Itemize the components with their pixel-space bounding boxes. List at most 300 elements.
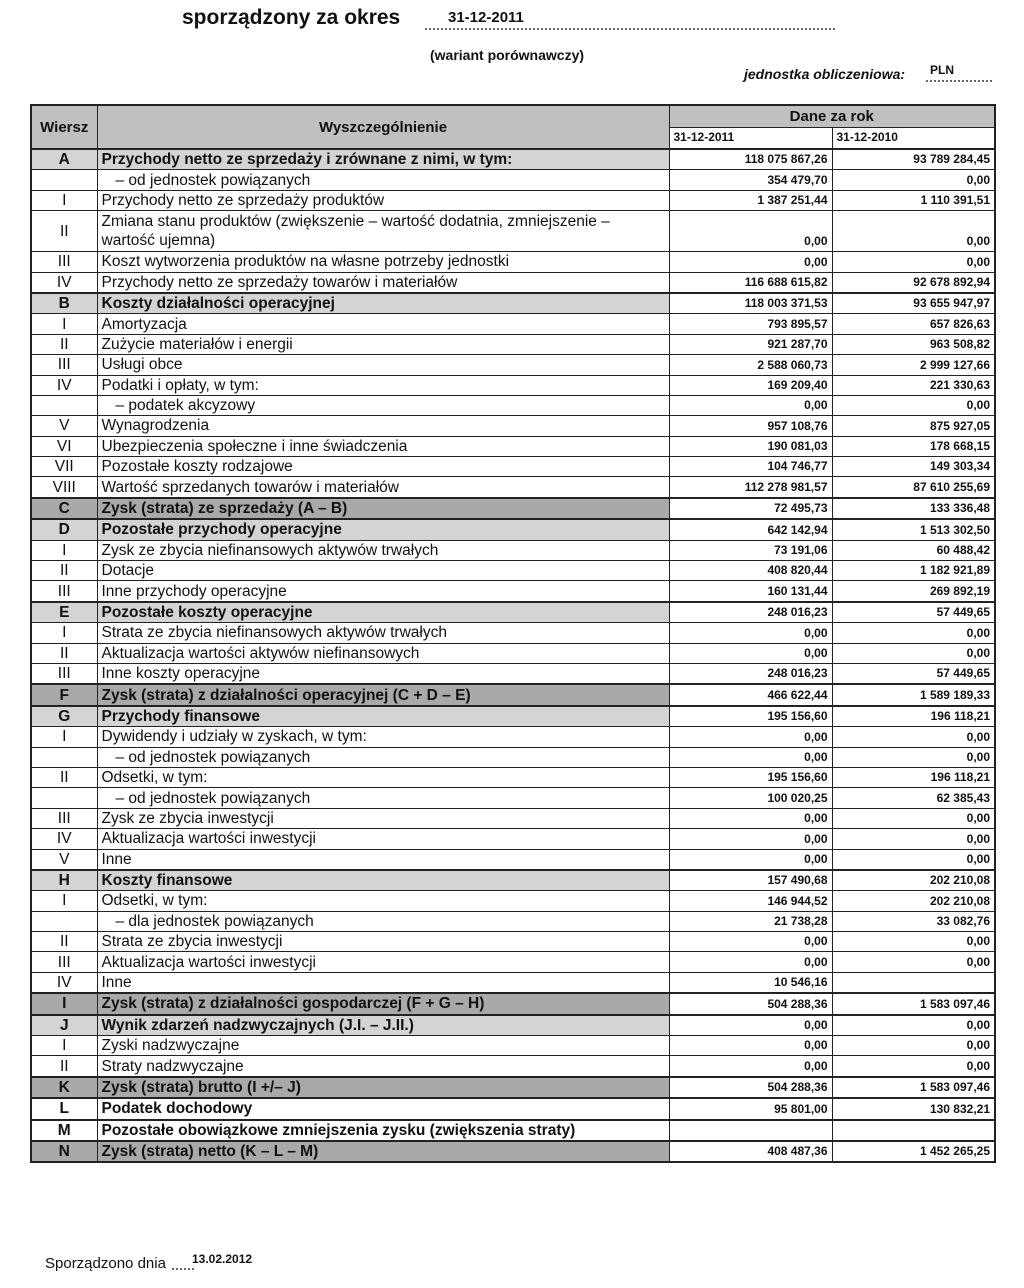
table-row	[31, 727, 995, 747]
row-description	[97, 211, 669, 252]
value-current-year: 248 016,23	[669, 663, 832, 684]
row-description-text: Zmiana stanu produktów (zwiększenie – wartość dodatnia, zmniejszenie – wartość ujemna)	[101, 213, 610, 250]
row-index: III	[31, 808, 97, 828]
row-index: M	[31, 1120, 97, 1141]
row-description-text: Pozostałe obowiązkowe zmniejszenia zysku (zwiększenia straty)	[101, 1121, 576, 1139]
value-current-year: 160 131,44	[669, 581, 832, 602]
column-header-year-previous: 31-12-2010	[832, 127, 995, 149]
row-description	[97, 395, 669, 415]
row-description-text: Zużycie materiałów i energii	[101, 335, 293, 353]
value-previous-year: 0,00	[832, 1036, 995, 1056]
value-previous-year: 963 508,82	[832, 334, 995, 354]
table-row	[31, 829, 995, 849]
value-previous-year: 149 303,34	[832, 457, 995, 477]
row-description-text: Aktualizacja wartości inwestycji	[101, 830, 316, 848]
row-index: III	[31, 952, 97, 972]
row-description-text: Koszt wytworzenia produktów na własne potrzeby jednostki	[101, 253, 510, 271]
row-description-text: Zysk ze zbycia inwestycji	[101, 809, 274, 827]
value-current-year: 0,00	[669, 1036, 832, 1056]
value-previous-year: 0,00	[832, 643, 995, 663]
value-current-year: 793 895,57	[669, 314, 832, 334]
value-current-year: 0,00	[669, 1015, 832, 1036]
row-index: V	[31, 416, 97, 436]
value-current-year: 2 588 060,73	[669, 355, 832, 375]
table-row	[31, 355, 995, 375]
row-index: A	[31, 149, 97, 170]
value-previous-year: 57 449,65	[832, 602, 995, 623]
table-row	[31, 211, 995, 252]
table-row	[31, 498, 995, 519]
row-description-text: Strata ze zbycia niefinansowych aktywów trwałych	[101, 624, 447, 642]
table-row	[31, 477, 995, 498]
row-description-text: Przychody netto ze sprzedaży produktów	[101, 191, 385, 209]
row-description	[97, 911, 669, 931]
row-index: L	[31, 1098, 97, 1119]
value-current-year: 10 546,16	[669, 972, 832, 993]
row-description-text: Inne koszty operacyjne	[101, 665, 261, 683]
table-row	[31, 457, 995, 477]
row-description-text: Amortyzacja	[101, 315, 187, 333]
value-previous-year: 1 182 921,89	[832, 561, 995, 581]
row-description-text: Aktualizacja wartości inwestycji	[101, 953, 316, 971]
row-description-text: Koszty działalności operacyjnej	[101, 295, 335, 313]
row-index: C	[31, 498, 97, 519]
value-current-year: 118 003 371,53	[669, 293, 832, 314]
row-index	[31, 747, 97, 767]
income-statement-table	[30, 104, 996, 1163]
value-current-year: 72 495,73	[669, 498, 832, 519]
value-previous-year: 93 789 284,45	[832, 149, 995, 170]
row-description-text: Wynagrodzenia	[101, 417, 210, 435]
prepared-on-dotted-line	[172, 1260, 194, 1270]
table-row	[31, 1098, 995, 1119]
row-description	[97, 190, 669, 210]
value-previous-year: 875 927,05	[832, 416, 995, 436]
value-current-year: 0,00	[669, 643, 832, 663]
row-description-text: Zysk (strata) z działalności gospodarczej (F + G – H)	[101, 995, 485, 1013]
row-description	[97, 149, 669, 170]
value-current-year: 466 622,44	[669, 684, 832, 705]
table-row	[31, 170, 995, 190]
table-row	[31, 314, 995, 334]
row-description-text: Usługi obce	[101, 356, 183, 374]
row-description-text: Strata ze zbycia inwestycji	[101, 933, 283, 951]
value-current-year: 354 479,70	[669, 170, 832, 190]
row-index: IV	[31, 272, 97, 293]
row-index: II	[31, 643, 97, 663]
row-index	[31, 911, 97, 931]
row-index: N	[31, 1141, 97, 1162]
row-description	[97, 334, 669, 354]
row-description-text: Koszty finansowe	[101, 872, 233, 890]
value-previous-year: 269 892,19	[832, 581, 995, 602]
row-description	[97, 849, 669, 870]
value-current-year: 21 738,28	[669, 911, 832, 931]
table-row	[31, 375, 995, 395]
row-description-text: Przychody netto ze sprzedaży towarów i materiałów	[101, 273, 458, 291]
column-header-data-for-year: Dane za rok	[669, 105, 995, 127]
value-current-year: 95 801,00	[669, 1098, 832, 1119]
value-current-year: 0,00	[669, 829, 832, 849]
row-description-text: Dotacje	[101, 562, 155, 580]
value-current-year: 0,00	[669, 623, 832, 643]
table-row	[31, 684, 995, 705]
value-previous-year: 87 610 255,69	[832, 477, 995, 498]
table-row	[31, 911, 995, 931]
row-description-text: Inne przychody operacyjne	[101, 582, 287, 600]
row-index: VII	[31, 457, 97, 477]
table-row	[31, 272, 995, 293]
row-index: III	[31, 663, 97, 684]
row-description	[97, 457, 669, 477]
row-description	[97, 1120, 669, 1141]
value-current-year: 195 156,60	[669, 767, 832, 787]
row-index: J	[31, 1015, 97, 1036]
row-index: H	[31, 870, 97, 891]
value-current-year: 0,00	[669, 849, 832, 870]
value-previous-year: 221 330,63	[832, 375, 995, 395]
row-description	[97, 623, 669, 643]
row-index: III	[31, 581, 97, 602]
value-current-year: 642 142,94	[669, 519, 832, 540]
row-description	[97, 252, 669, 272]
value-previous-year: 0,00	[832, 395, 995, 415]
value-current-year: 146 944,52	[669, 891, 832, 911]
table-row	[31, 663, 995, 684]
row-description	[97, 767, 669, 787]
table-row	[31, 808, 995, 828]
row-index: II	[31, 211, 97, 252]
table-row	[31, 932, 995, 952]
value-current-year: 112 278 981,57	[669, 477, 832, 498]
row-description-text: Odsetki, w tym:	[101, 769, 208, 787]
row-description-text: Inne	[101, 850, 132, 868]
column-header-row-number: Wiersz	[31, 105, 97, 149]
table-row	[31, 293, 995, 314]
table-row	[31, 788, 995, 808]
value-previous-year: 2 999 127,66	[832, 355, 995, 375]
value-previous-year: 0,00	[832, 211, 995, 252]
row-description-text: Zysk (strata) brutto (I +/– J)	[101, 1078, 301, 1096]
value-previous-year: 0,00	[832, 952, 995, 972]
unit-value: PLN	[930, 63, 954, 77]
value-current-year: 0,00	[669, 211, 832, 252]
row-index: III	[31, 355, 97, 375]
row-description-text: Pozostałe przychody operacyjne	[101, 521, 342, 539]
row-description	[97, 972, 669, 993]
row-index: I	[31, 190, 97, 210]
row-description-text: Wynik zdarzeń nadzwyczajnych (J.I. – J.II.)	[101, 1016, 414, 1034]
row-description-text: Aktualizacja wartości aktywów niefinansowych	[101, 644, 420, 662]
row-description	[97, 314, 669, 334]
value-current-year: 116 688 615,82	[669, 272, 832, 293]
row-index: VI	[31, 436, 97, 456]
value-previous-year: 0,00	[832, 623, 995, 643]
value-current-year: 408 487,36	[669, 1141, 832, 1162]
value-previous-year: 130 832,21	[832, 1098, 995, 1119]
table-row	[31, 1056, 995, 1077]
row-description-text: – podatek akcyzowy	[115, 397, 256, 415]
table-row	[31, 1015, 995, 1036]
table-header-row	[31, 105, 995, 127]
value-previous-year: 0,00	[832, 1015, 995, 1036]
row-description-text: Pozostałe koszty rodzajowe	[101, 458, 293, 476]
table-row	[31, 540, 995, 560]
value-previous-year: 1 513 302,50	[832, 519, 995, 540]
row-index: IV	[31, 375, 97, 395]
row-description	[97, 1077, 669, 1098]
row-description-text: Zysk ze zbycia niefinansowych aktywów trwałych	[101, 541, 439, 559]
page-title: sporządzony za okres	[182, 6, 401, 29]
row-description	[97, 747, 669, 767]
prepared-on-label: Sporządzono dnia	[45, 1255, 166, 1272]
value-previous-year: 196 118,21	[832, 706, 995, 727]
row-description-text: Zysk (strata) netto (K – L – M)	[101, 1143, 319, 1161]
value-current-year: 0,00	[669, 252, 832, 272]
table-row	[31, 870, 995, 891]
value-previous-year: 657 826,63	[832, 314, 995, 334]
row-description	[97, 170, 669, 190]
value-previous-year: 1 583 097,46	[832, 993, 995, 1014]
table-row	[31, 334, 995, 354]
row-index: I	[31, 1036, 97, 1056]
row-description	[97, 706, 669, 727]
value-current-year: 157 490,68	[669, 870, 832, 891]
row-index: B	[31, 293, 97, 314]
table-row	[31, 643, 995, 663]
value-current-year: 100 020,25	[669, 788, 832, 808]
table-row	[31, 436, 995, 456]
row-description	[97, 519, 669, 540]
row-index: VIII	[31, 477, 97, 498]
value-previous-year: 1 452 265,25	[832, 1141, 995, 1162]
value-current-year: 169 209,40	[669, 375, 832, 395]
value-current-year: 190 081,03	[669, 436, 832, 456]
row-description-text: Odsetki, w tym:	[101, 892, 208, 910]
row-description-text: Inne	[101, 974, 132, 992]
row-index: I	[31, 623, 97, 643]
value-current-year: 0,00	[669, 727, 832, 747]
row-description-text: Podatki i opłaty, w tym:	[101, 376, 259, 394]
row-description	[97, 581, 669, 602]
value-previous-year: 60 488,42	[832, 540, 995, 560]
row-description	[97, 808, 669, 828]
value-previous-year: 0,00	[832, 849, 995, 870]
value-current-year: 957 108,76	[669, 416, 832, 436]
value-previous-year: 57 449,65	[832, 663, 995, 684]
value-current-year: 0,00	[669, 395, 832, 415]
variant-label: (wariant porównawczy)	[430, 47, 585, 63]
value-previous-year: 0,00	[832, 727, 995, 747]
value-previous-year: 0,00	[832, 170, 995, 190]
value-current-year	[669, 1120, 832, 1141]
row-index: I	[31, 727, 97, 747]
table-row	[31, 416, 995, 436]
row-description	[97, 870, 669, 891]
value-previous-year: 1 589 189,33	[832, 684, 995, 705]
row-index: II	[31, 561, 97, 581]
row-index: G	[31, 706, 97, 727]
row-description	[97, 293, 669, 314]
period-value: 31-12-2011	[448, 9, 524, 26]
row-index: II	[31, 334, 97, 354]
row-description	[97, 1098, 669, 1119]
table-row	[31, 561, 995, 581]
row-description	[97, 272, 669, 293]
value-previous-year: 1 583 097,46	[832, 1077, 995, 1098]
table-row	[31, 602, 995, 623]
value-current-year: 104 746,77	[669, 457, 832, 477]
value-previous-year: 0,00	[832, 1056, 995, 1077]
row-description-text: Wartość sprzedanych towarów i materiałów	[101, 478, 399, 496]
value-previous-year: 133 336,48	[832, 498, 995, 519]
row-index: I	[31, 993, 97, 1014]
table-row	[31, 849, 995, 870]
value-current-year: 408 820,44	[669, 561, 832, 581]
row-description	[97, 663, 669, 684]
row-description-text: – od jednostek powiązanych	[115, 789, 311, 807]
row-description	[97, 643, 669, 663]
table-row	[31, 623, 995, 643]
value-previous-year: 202 210,08	[832, 891, 995, 911]
table-row	[31, 252, 995, 272]
row-description	[97, 993, 669, 1014]
row-description	[97, 891, 669, 911]
row-description-text: Pozostałe koszty operacyjne	[101, 604, 313, 621]
row-index: IV	[31, 972, 97, 993]
table-row	[31, 395, 995, 415]
value-previous-year: 0,00	[832, 808, 995, 828]
row-index	[31, 788, 97, 808]
value-current-year: 504 288,36	[669, 993, 832, 1014]
value-previous-year: 92 678 892,94	[832, 272, 995, 293]
row-description-text: Dywidendy i udziały w zyskach, w tym:	[101, 728, 367, 746]
row-description	[97, 1015, 669, 1036]
row-description	[97, 684, 669, 705]
value-previous-year: 33 082,76	[832, 911, 995, 931]
value-previous-year: 0,00	[832, 747, 995, 767]
value-previous-year	[832, 1120, 995, 1141]
row-description	[97, 602, 669, 623]
row-description-text: Zysk (strata) ze sprzedaży (A – B)	[101, 500, 348, 518]
row-description	[97, 829, 669, 849]
row-index: K	[31, 1077, 97, 1098]
row-description-text: – od jednostek powiązanych	[115, 748, 311, 766]
row-description-text: Podatek dochodowy	[101, 1100, 253, 1118]
value-current-year: 921 287,70	[669, 334, 832, 354]
unit-label: jednostka obliczeniowa:	[744, 66, 906, 82]
value-previous-year: 93 655 947,97	[832, 293, 995, 314]
row-index: F	[31, 684, 97, 705]
value-current-year: 1 387 251,44	[669, 190, 832, 210]
row-index: V	[31, 849, 97, 870]
table-row	[31, 891, 995, 911]
value-current-year: 0,00	[669, 1056, 832, 1077]
table-row	[31, 952, 995, 972]
row-index	[31, 395, 97, 415]
table-row	[31, 1141, 995, 1162]
row-description-text: Przychody netto ze sprzedaży i zrównane z nimi, w tym:	[101, 151, 513, 169]
table-row	[31, 993, 995, 1014]
value-previous-year: 0,00	[832, 252, 995, 272]
row-index	[31, 170, 97, 190]
row-description-text: – dla jednostek powiązanych	[115, 912, 314, 930]
table-row	[31, 972, 995, 993]
row-description-text: – od jednostek powiązanych	[115, 171, 311, 189]
value-previous-year: 196 118,21	[832, 767, 995, 787]
table-row	[31, 149, 995, 170]
value-previous-year: 178 668,15	[832, 436, 995, 456]
row-description-text: Zysk (strata) z działalności operacyjnej (C + D – E)	[101, 686, 471, 704]
value-current-year: 0,00	[669, 952, 832, 972]
value-current-year: 118 075 867,26	[669, 149, 832, 170]
column-header-year-current: 31-12-2011	[669, 127, 832, 149]
table-row	[31, 706, 995, 727]
value-previous-year: 62 385,43	[832, 788, 995, 808]
row-description	[97, 932, 669, 952]
row-description	[97, 498, 669, 519]
prepared-on-date: 13.02.2012	[192, 1252, 253, 1266]
row-description	[97, 375, 669, 395]
row-index: II	[31, 767, 97, 787]
row-description-text: Zyski nadzwyczajne	[101, 1037, 240, 1055]
table-row	[31, 767, 995, 787]
value-previous-year: 0,00	[832, 829, 995, 849]
row-description-text: Przychody finansowe	[101, 707, 260, 725]
row-index: D	[31, 519, 97, 540]
value-current-year: 0,00	[669, 808, 832, 828]
row-index: I	[31, 314, 97, 334]
row-description	[97, 952, 669, 972]
table-row	[31, 190, 995, 210]
row-index: II	[31, 1056, 97, 1077]
value-previous-year: 202 210,08	[832, 870, 995, 891]
value-current-year: 73 191,06	[669, 540, 832, 560]
row-index: IV	[31, 829, 97, 849]
value-previous-year: 1 110 391,51	[832, 190, 995, 210]
row-description	[97, 355, 669, 375]
row-index: II	[31, 932, 97, 952]
value-current-year: 248 016,23	[669, 602, 832, 623]
value-current-year: 195 156,60	[669, 706, 832, 727]
table-row	[31, 581, 995, 602]
row-description	[97, 416, 669, 436]
row-description	[97, 561, 669, 581]
table-row	[31, 747, 995, 767]
row-index: I	[31, 891, 97, 911]
row-description-text: Ubezpieczenia społeczne i inne świadczenia	[101, 437, 408, 455]
table-row	[31, 519, 995, 540]
table-row	[31, 1120, 995, 1141]
row-description	[97, 1056, 669, 1077]
row-description	[97, 727, 669, 747]
row-description	[97, 788, 669, 808]
value-previous-year: 0,00	[832, 932, 995, 952]
row-description	[97, 1141, 669, 1162]
row-index: I	[31, 540, 97, 560]
value-current-year: 0,00	[669, 747, 832, 767]
row-index: III	[31, 252, 97, 272]
row-description-text: Straty nadzwyczajne	[101, 1057, 244, 1075]
column-header-description: Wyszczególnienie	[97, 105, 669, 149]
value-current-year: 504 288,36	[669, 1077, 832, 1098]
table-row	[31, 1077, 995, 1098]
row-description	[97, 436, 669, 456]
row-description	[97, 1036, 669, 1056]
value-previous-year	[832, 972, 995, 993]
row-index: E	[31, 602, 97, 623]
row-description	[97, 477, 669, 498]
